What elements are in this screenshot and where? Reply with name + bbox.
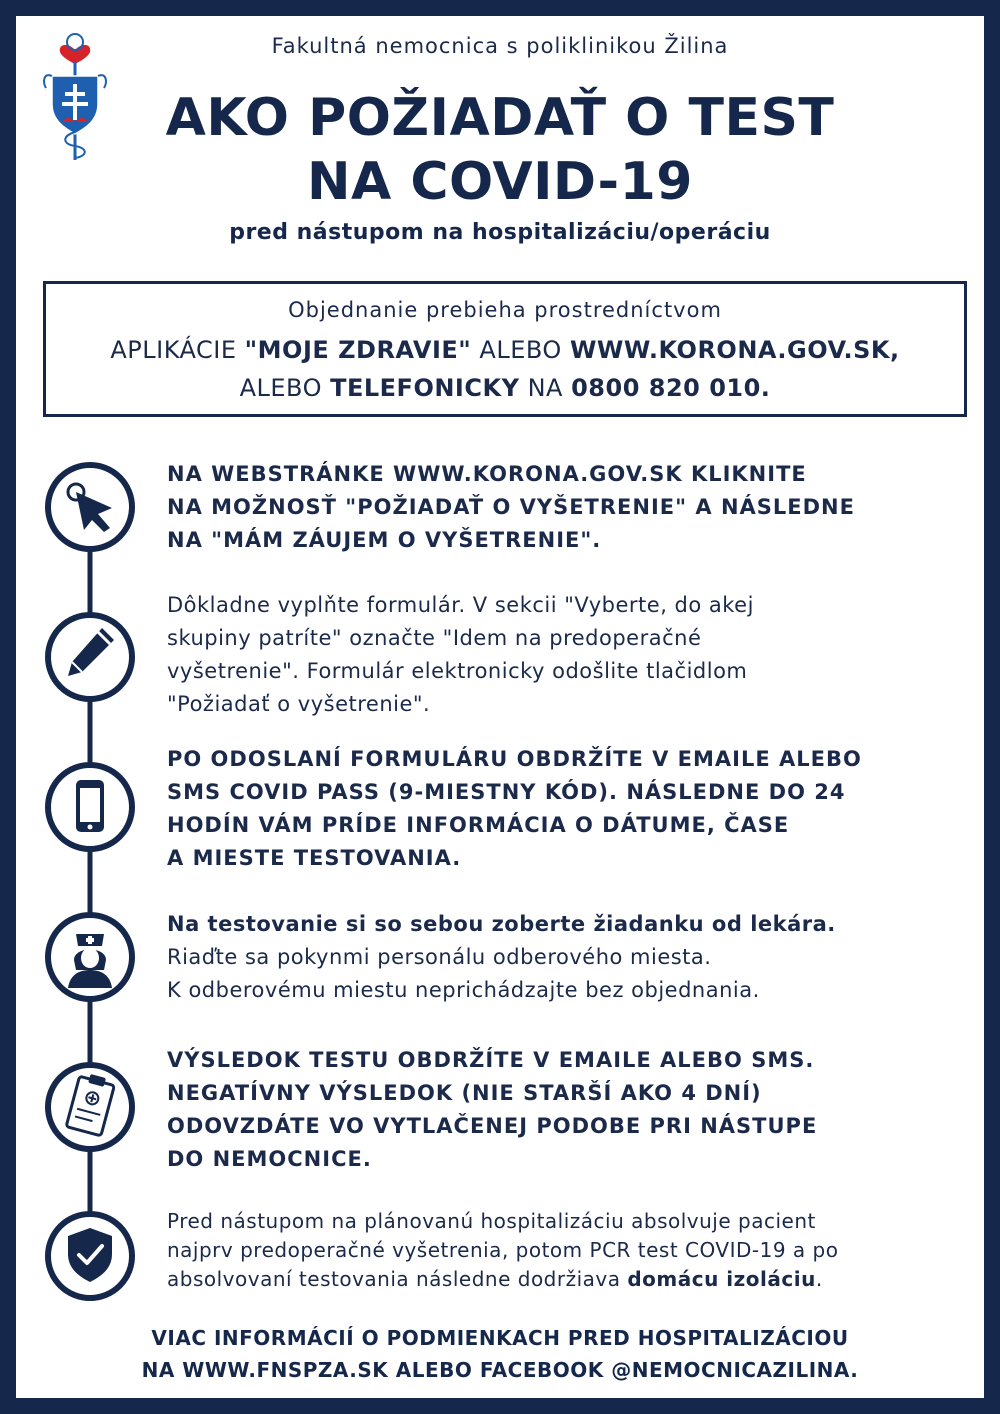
info-text: ALEBO <box>471 336 570 364</box>
page-subtitle: pred nástupom na hospitalizáciu/operáciu <box>229 220 771 245</box>
info-line-3 <box>46 374 964 402</box>
info-text: ALEBO <box>239 374 331 402</box>
step-line: vyšetrenie". Formulár elektronicky odošlite tlačidlom <box>167 659 748 683</box>
step-bold-line: Na testovanie si so sebou zoberte žiadanku od lekára. <box>167 912 836 936</box>
footer-line-1: VIAC INFORMÁCIÍ O PODMIENKACH PRED HOSPITALIZÁCIOU <box>151 1326 849 1350</box>
step-line: PO ODOSLANÍ FORMULÁRU OBDRŽÍTE V EMAILE ALEBO <box>167 747 862 771</box>
info-text: APLIKÁCIE <box>110 336 245 364</box>
website-link[interactable]: WWW.KORONA.GOV.SK, <box>569 336 900 364</box>
phone-number[interactable]: 0800 820 010. <box>571 374 771 402</box>
step-line: ODOVZDÁTE VO VYTLAČENEJ PODOBE PRI NÁSTUPE <box>167 1114 818 1138</box>
step-text: absolvovaní testovania následne dodržiava <box>167 1267 628 1291</box>
hospital-name: Fakultná nemocnica s poliklinikou Žilina <box>271 34 729 58</box>
step-line: SMS COVID PASS (9-MIESTNY KÓD). NÁSLEDNE DO 24 <box>167 780 846 804</box>
home-isolation-emphasis: domácu izoláciu <box>627 1267 816 1291</box>
step-line: skupiny patríte" označte "Idem na predoperačné <box>167 626 702 650</box>
step-line: VÝSLEDOK TESTU OBDRŽÍTE V EMAILE ALEBO SMS. <box>167 1048 815 1072</box>
step-line <box>167 1265 947 1294</box>
step-line: najprv predoperačné vyšetrenia, potom PCR test COVID-19 a po <box>167 1238 839 1262</box>
step-line: Dôkladne vyplňte formulár. V sekcii "Vyberte, do akej <box>167 593 754 617</box>
app-name: "MOJE ZDRAVIE" <box>244 336 472 364</box>
nurse-icon <box>48 915 132 999</box>
step-3-text <box>167 743 947 875</box>
clipboard-icon <box>48 1065 132 1149</box>
step-4-text <box>167 908 947 1007</box>
step-6-text <box>167 1207 947 1294</box>
step-line: NEGATÍVNY VÝSLEDOK (NIE STARŠÍ AKO 4 DNÍ) <box>167 1081 762 1105</box>
step-line: NA WEBSTRÁNKE WWW.KORONA.GOV.SK KLIKNITE <box>167 462 807 486</box>
step-line: Riaďte sa pokynmi personálu odberového miesta. <box>167 945 712 969</box>
title-line-2: NA COVID-19 <box>306 152 693 212</box>
footer-line-2[interactable]: NA WWW.FNSPZA.SK ALEBO FACEBOOK @NEMOCNICAZILINA. <box>141 1358 859 1382</box>
info-line-2 <box>46 336 964 364</box>
page-title <box>0 86 1000 214</box>
step-2-text <box>167 589 947 721</box>
pencil-icon <box>48 615 132 699</box>
cursor-click-icon <box>48 465 132 549</box>
step-5-text <box>167 1044 947 1176</box>
info-text: NA <box>519 374 572 402</box>
title-line-1: AKO POŽIADAŤ O TEST <box>165 88 835 148</box>
step-text: . <box>815 1267 823 1291</box>
step-line: NA MOŽNOSŤ "POŽIADAŤ O VYŠETRENIE" A NÁSLEDNE <box>167 495 855 519</box>
step-line: NA "MÁM ZÁUJEM O VYŠETRENIE". <box>167 528 602 552</box>
shield-check-icon <box>48 1214 132 1298</box>
phone-label: TELEFONICKY <box>330 374 520 402</box>
ordering-info-box <box>43 281 967 417</box>
step-line: DO NEMOCNICE. <box>167 1147 372 1171</box>
footer-info <box>0 1322 1000 1386</box>
step-1-text <box>167 458 947 557</box>
info-line-1: Objednanie prebieha prostredníctvom <box>288 298 722 322</box>
step-line: K odberovému miestu neprichádzajte bez objednania. <box>167 978 760 1002</box>
step-line: Pred nástupom na plánovanú hospitalizáciu absolvuje pacient <box>167 1209 816 1233</box>
step-line: HODÍN VÁM PRÍDE INFORMÁCIA O DÁTUME, ČASE <box>167 813 790 837</box>
steps-timeline <box>40 460 140 1310</box>
smartphone-icon <box>48 765 132 849</box>
step-line: "Požiadať o vyšetrenie". <box>167 692 431 716</box>
step-line: A MIESTE TESTOVANIA. <box>167 846 462 870</box>
